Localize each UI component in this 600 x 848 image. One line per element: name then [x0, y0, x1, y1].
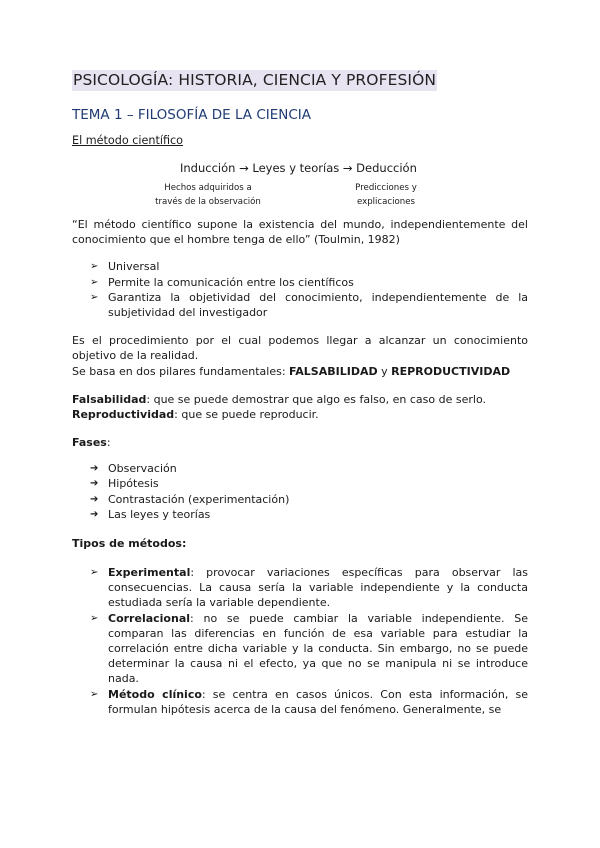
definitions-block — [72, 392, 528, 422]
list-item: ➔ Las leyes y teorías — [90, 507, 211, 521]
list-item: ➢ Universal — [90, 260, 160, 274]
list-item: ➢ Experimental: provocar variaciones específicas para observar las consecuencias. La causa sería la variable independiente y la conducta estudiada sería la variable dependiente. — [90, 566, 528, 610]
flow-left-caption — [148, 181, 268, 209]
section-heading: El método científico — [72, 134, 184, 147]
pillar-falsabilidad: FALSABILIDAD — [289, 364, 378, 378]
bullet-arrow-icon: ➢ — [90, 276, 99, 288]
bullet-arrow-icon: ➢ — [90, 261, 99, 273]
flow-left-caption-line2: través de la observación — [155, 197, 261, 207]
flow-right-caption-line2: explicaciones — [356, 197, 416, 207]
list-item: ➔ Contrastación (experimentación) — [90, 492, 290, 506]
reproductividad-definition: Reproductividad: que se puede reproducir. — [72, 408, 319, 422]
right-arrow-icon: ➔ — [90, 478, 99, 490]
tipos-list — [72, 565, 528, 717]
definition-block — [72, 333, 528, 379]
list-item: ➢ Permite la comunicación entre los científicos — [90, 275, 354, 289]
pillars-paragraph: Se basa en dos pilares fundamentales: FALSABILIDAD y REPRODUCTIVIDAD — [72, 364, 511, 378]
bullet-arrow-icon: ➢ — [90, 291, 99, 303]
flow-line: Inducción → Leyes y teorías → Deducción — [180, 161, 417, 175]
falsabilidad-definition: Falsabilidad: que se puede demostrar que algo es falso, en caso de serlo. — [72, 392, 486, 406]
right-arrow-icon: ➔ — [90, 463, 99, 475]
definition-paragraph: Es el procedimiento por el cual podemos llegar a alcanzar un conocimiento objetivo de la realidad. — [72, 334, 528, 363]
tema-heading: TEMA 1 – FILOSOFÍA DE LA CIENCIA — [72, 107, 312, 123]
flow-right-caption — [346, 181, 426, 209]
method-flow-diagram — [72, 155, 528, 211]
document-page — [72, 70, 528, 717]
fases-list — [72, 461, 528, 522]
flow-left-caption-line1: Hechos adquiridos a — [164, 183, 252, 193]
bullet-arrow-icon: ➢ — [90, 612, 99, 624]
list-item: ➢ Correlacional: no se puede cambiar la variable independiente. Se comparan las diferencias en función de esa variable para estudiar la correlación entre dicha variable y la conducta. Sin embargo, no se puede determinar la causa ni el efecto, ya que no se manipula ni se introduce nada. — [90, 611, 528, 686]
list-item: ➢ Garantiza la objetividad del conocimiento, independientemente de la subjetividad del investigador — [90, 290, 528, 320]
flow-right-caption-line1: Predicciones y — [355, 183, 417, 193]
right-arrow-icon: ➔ — [90, 493, 99, 505]
list-item: ➢ Método clínico: se centra en casos únicos. Con esta información, se formulan hipótesis acerca de la causa del fenómeno. Generalmente, se — [90, 687, 528, 716]
pillar-reproductividad: REPRODUCTIVIDAD — [391, 364, 511, 378]
bullet-arrow-icon: ➢ — [90, 688, 99, 700]
toulmin-quote: “El método científico supone la existencia del mundo, independientemente del conocimiento que el hombre tenga de ello” (Toulmin, 1982) — [72, 218, 528, 247]
document-title: PSICOLOGÍA: HISTORIA, CIENCIA Y PROFESIÓN — [73, 71, 437, 89]
tipos-heading: Tipos de métodos: — [72, 537, 187, 551]
properties-list — [72, 259, 528, 320]
bullet-arrow-icon: ➢ — [90, 567, 99, 579]
fases-heading: Fases: — [72, 436, 111, 450]
list-item: ➔ Hipótesis — [90, 477, 159, 491]
list-item: ➔ Observación — [90, 462, 177, 476]
right-arrow-icon: ➔ — [90, 508, 99, 520]
